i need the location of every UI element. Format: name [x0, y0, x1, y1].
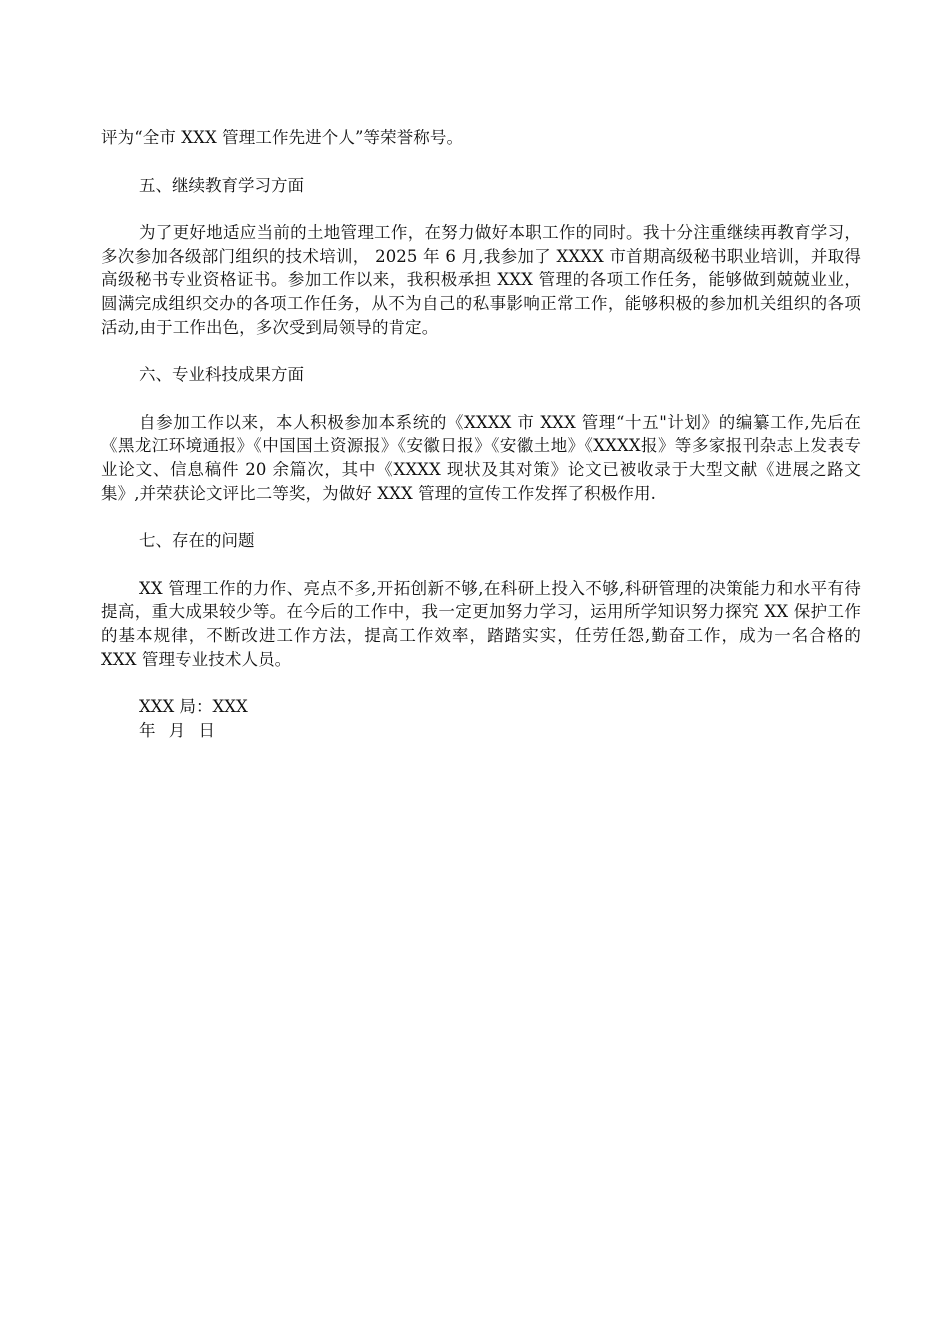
section-body-existing-problems: XX 管理工作的力作、亮点不多,开拓创新不够,在科研上投入不够,科研管理的决策能力和水平有待提高，重大成果较少等。在今后的工作中，我一定更加努力学习，运用所学知识努力探究 XX 保护工作的基本规律，不断改进工作方法，提高工作效率，踏踏实实，任劳任怨,勤奋工作，成为一名合格的 XXX 管理专业技术人员。 — [101, 578, 861, 669]
signature-line: XXX 局：XXX — [139, 697, 248, 717]
section-body-research-achievements: 自参加工作以来，本人积极参加本系统的《XXXX 市 XXX 管理“十五"计划》的编纂工作,先后在《黑龙江环境通报》《中国国土资源报》《安徽日报》《安徽土地》《XXXX报》等多家报刊杂志上发表专业论文、信息稿件 20 余篇次，其中《XXXX 现状及其对策》论文已被收录于大型文献《进展之路文集》,并荣获论文评比二等奖，为做好 XXX 管理的宣传工作发挥了积极作用. — [101, 412, 861, 503]
document-page — [101, 126, 861, 742]
paragraph-continuation: 评为“全市 XXX 管理工作先进个人”等荣誉称号。 — [101, 128, 464, 147]
section-heading-continuing-education: 五、继续教育学习方面 — [139, 175, 304, 195]
date-line: 年 月 日 — [139, 720, 215, 740]
section-heading-research-achievements: 六、专业科技成果方面 — [139, 365, 304, 385]
section-body-continuing-education: 为了更好地适应当前的土地管理工作，在努力做好本职工作的同时。我十分注重继续再教育学习，多次参加各级部门组织的技术培训， 2025 年 6 月,我参加了 XXXX 市首期高级秘书职业培训，并取得高级秘书专业资格证书。参加工作以来，我积极承担 XXX 管理的各项工作任务，能够做到兢兢业业，圆满完成组织交办的各项工作任务，从不为自己的私事影响正常工作，能够积极的参加机关组织的各项活动,由于工作出色，多次受到局领导的肯定。 — [101, 223, 861, 337]
section-heading-existing-problems: 七、存在的问题 — [139, 531, 255, 551]
